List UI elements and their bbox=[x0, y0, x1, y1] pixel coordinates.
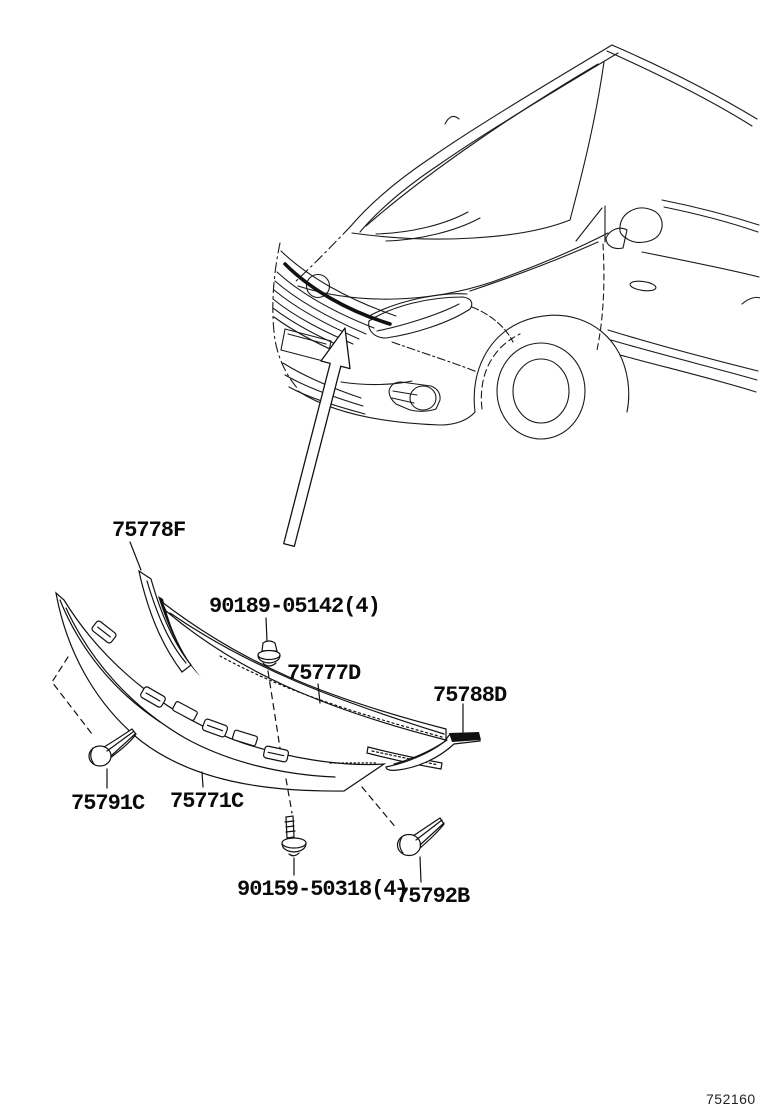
part-75791c-clip bbox=[89, 729, 136, 766]
door-handle bbox=[630, 280, 657, 293]
fastener-90159-screw bbox=[282, 816, 306, 856]
installed-moulding-highlight bbox=[285, 264, 390, 324]
part-label-75771c: 75771C bbox=[170, 789, 244, 814]
antenna-nub bbox=[445, 116, 459, 124]
headlight bbox=[369, 297, 472, 338]
part-label-90159-50318: 90159-50318(4) bbox=[237, 877, 408, 902]
door-line bbox=[597, 244, 604, 350]
part-label-75792b: 75792B bbox=[396, 884, 470, 909]
part-label-75791c: 75791C bbox=[71, 791, 145, 816]
front-rim bbox=[513, 359, 569, 423]
part-label-75788d: 75788D bbox=[433, 683, 507, 708]
side-mirror bbox=[620, 208, 662, 242]
pointer-arrow bbox=[284, 328, 350, 546]
fastener-90189-screw bbox=[258, 641, 280, 666]
part-75792b-clip bbox=[398, 818, 445, 856]
part-label-75778f: 75778F bbox=[112, 518, 186, 543]
figure-number: 752160 bbox=[706, 1091, 756, 1107]
wiper-line bbox=[376, 212, 468, 234]
car-illustration bbox=[273, 45, 760, 439]
part-label-75777d: 75777D bbox=[287, 661, 361, 686]
part-label-90189-05142: 90189-05142(4) bbox=[209, 594, 380, 619]
exploded-parts bbox=[52, 542, 481, 882]
rear-wheel-arch bbox=[742, 297, 760, 304]
front-tire bbox=[497, 343, 585, 439]
